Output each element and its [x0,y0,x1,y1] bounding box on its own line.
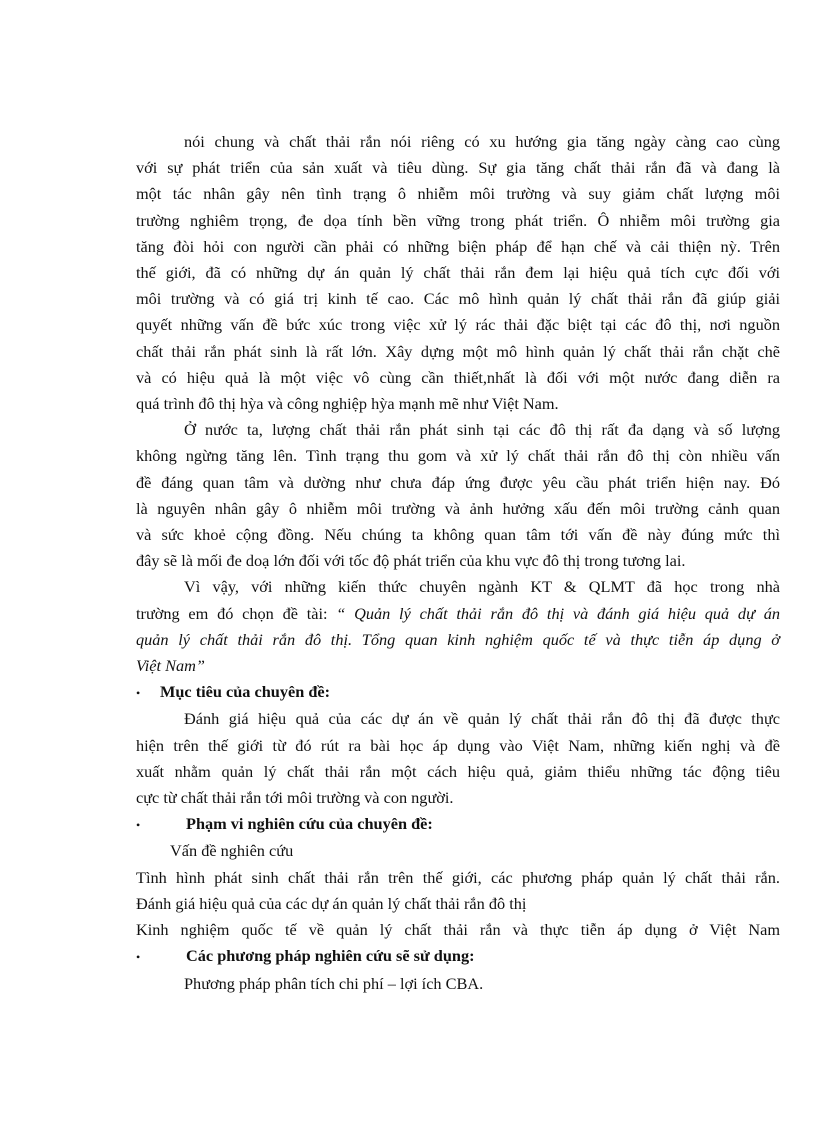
section-heading-goal [136,679,780,706]
text-line [136,653,780,679]
text-span: trường em đó chọn đề tài: [136,603,337,623]
scope-subheading: Vấn đề nghiên cứu [170,841,294,861]
text-line: thế giới, đã có những dự án quản lý chất thải rắn đem lại hiệu quả tích cực đối với [136,263,780,283]
heading-text: Các phương pháp nghiên cứu sẽ sử dụng: [186,946,475,966]
text-line: Đánh giá hiệu quả của các dự án về quản lý chất thải rắn đô thị đã được thực [184,709,780,729]
text-line: không ngừng tăng lên. Tình trạng thu gom và xử lý chất thải rắn đô thị còn nhiều vấn [136,446,780,466]
text-line: và sức khoẻ cộng đồng. Nếu chúng ta không quan tâm tới vấn đề này đúng mức thì [136,525,780,545]
section-heading-methods [136,943,780,970]
text-line: Ở nước ta, lượng chất thải rắn phát sinh tại các đô thị rất đa dạng và số lượng [184,420,780,440]
goal-paragraph [136,706,780,811]
bullet-icon: • [136,818,141,833]
text-line: một tác nhân gây nên tình trạng ô nhiễm môi trường và suy giảm chất lượng môi [136,184,780,204]
text-line: quá trình đô thị hỳa và công nghiệp hỳa mạnh mẽ như Việt Nam. [136,394,559,414]
text-line: trường nghiêm trọng, đe dọa tính bền vững trong phát triển. Ô nhiễm môi trường gia [136,210,780,230]
paragraph-3 [136,574,780,679]
text-line: Vì vậy, với những kiến thức chuyên ngành KT & QLMT đã học trong nhà [184,577,780,597]
paragraph-2 [136,417,780,574]
section-heading-scope [136,811,780,838]
bullet-icon: • [136,950,141,965]
heading-text: Phạm vi nghiên cứu của chuyên đề: [186,814,433,834]
text-line: với sự phát triển của sản xuất và tiêu dùng. Sự gia tăng chất thải rắn đã và đang là [136,158,780,178]
text-line: là nguyên nhân gây ô nhiễm môi trường và ảnh hưởng xấu đến môi trường cảnh quan [136,498,780,518]
text-line: Tình hình phát sinh chất thải rắn trên thế giới, các phương pháp quản lý chất thải rắn. [136,867,780,887]
text-line: Kinh nghiệm quốc tế về quản lý chất thải rắn và thực tiễn áp dụng ở Việt Nam [136,920,780,940]
text-line: chất thải rắn phát sinh là rất lớn. Xây dựng một mô hình quản lý chất thải rắn chặt chẽ [136,341,780,361]
text-line: tăng đòi hỏi con người cần phải có những biện pháp để hạn chế và cải thiện nỳ. Trên [136,236,780,256]
bullet-icon: • [136,686,141,701]
text-line: hiện trên thế giới từ đó rút ra bài học áp dụng vào Việt Nam, những kiến nghị và đề [136,735,780,755]
text-line [136,601,780,627]
thesis-title-italic: quản lý chất thải rắn đô thị. Tổng quan kinh nghiệm quốc tế và thực tiễn áp dụng ở [136,629,780,649]
thesis-title-italic: Việt Nam” [136,656,205,676]
text-line: Đánh giá hiệu quả của các dự án quản lý chất thải rắn đô thị [136,893,527,913]
document-page [136,129,780,997]
text-line: môi trường và có giá trị kinh tế cao. Các mô hình quản lý chất thải rắn đã giúp giải [136,289,780,309]
thesis-title-italic: “ Quản lý chất thải rắn đô thị và đánh giá hiệu quả dự án [336,603,780,623]
text-line: cực từ chất thải rắn tới môi trường và con người. [136,788,454,808]
paragraph-1 [136,129,780,417]
text-line [136,627,780,653]
heading-text: Mục tiêu của chuyên đề: [160,682,331,702]
text-line: và có hiệu quả là một việc vô cùng cần thiết,nhất là đối với một nước đang diễn ra [136,367,780,387]
methods-line: Phương pháp phân tích chi phí – lợi ích CBA. [184,973,484,993]
text-line: nói chung và chất thải rắn nói riêng có xu hướng gia tăng ngày càng cao cùng [184,132,780,151]
text-line: xuất nhằm quản lý chất thải rắn một cách hiệu quả, giảm thiểu những tác động tiêu [136,761,780,781]
text-line: quyết những vấn đề bức xúc trong việc xử lý rác thải đặc biệt tại các đô thị, nơi nguồn [136,315,780,335]
text-line: đây sẽ là mối đe doạ lớn đối với tốc độ phát triển của khu vực đô thị trong tương lai. [136,551,686,571]
text-line: đề đáng quan tâm và dường như chưa đáp ứng được yêu cầu phát triển hiện nay. Đó [136,472,780,492]
